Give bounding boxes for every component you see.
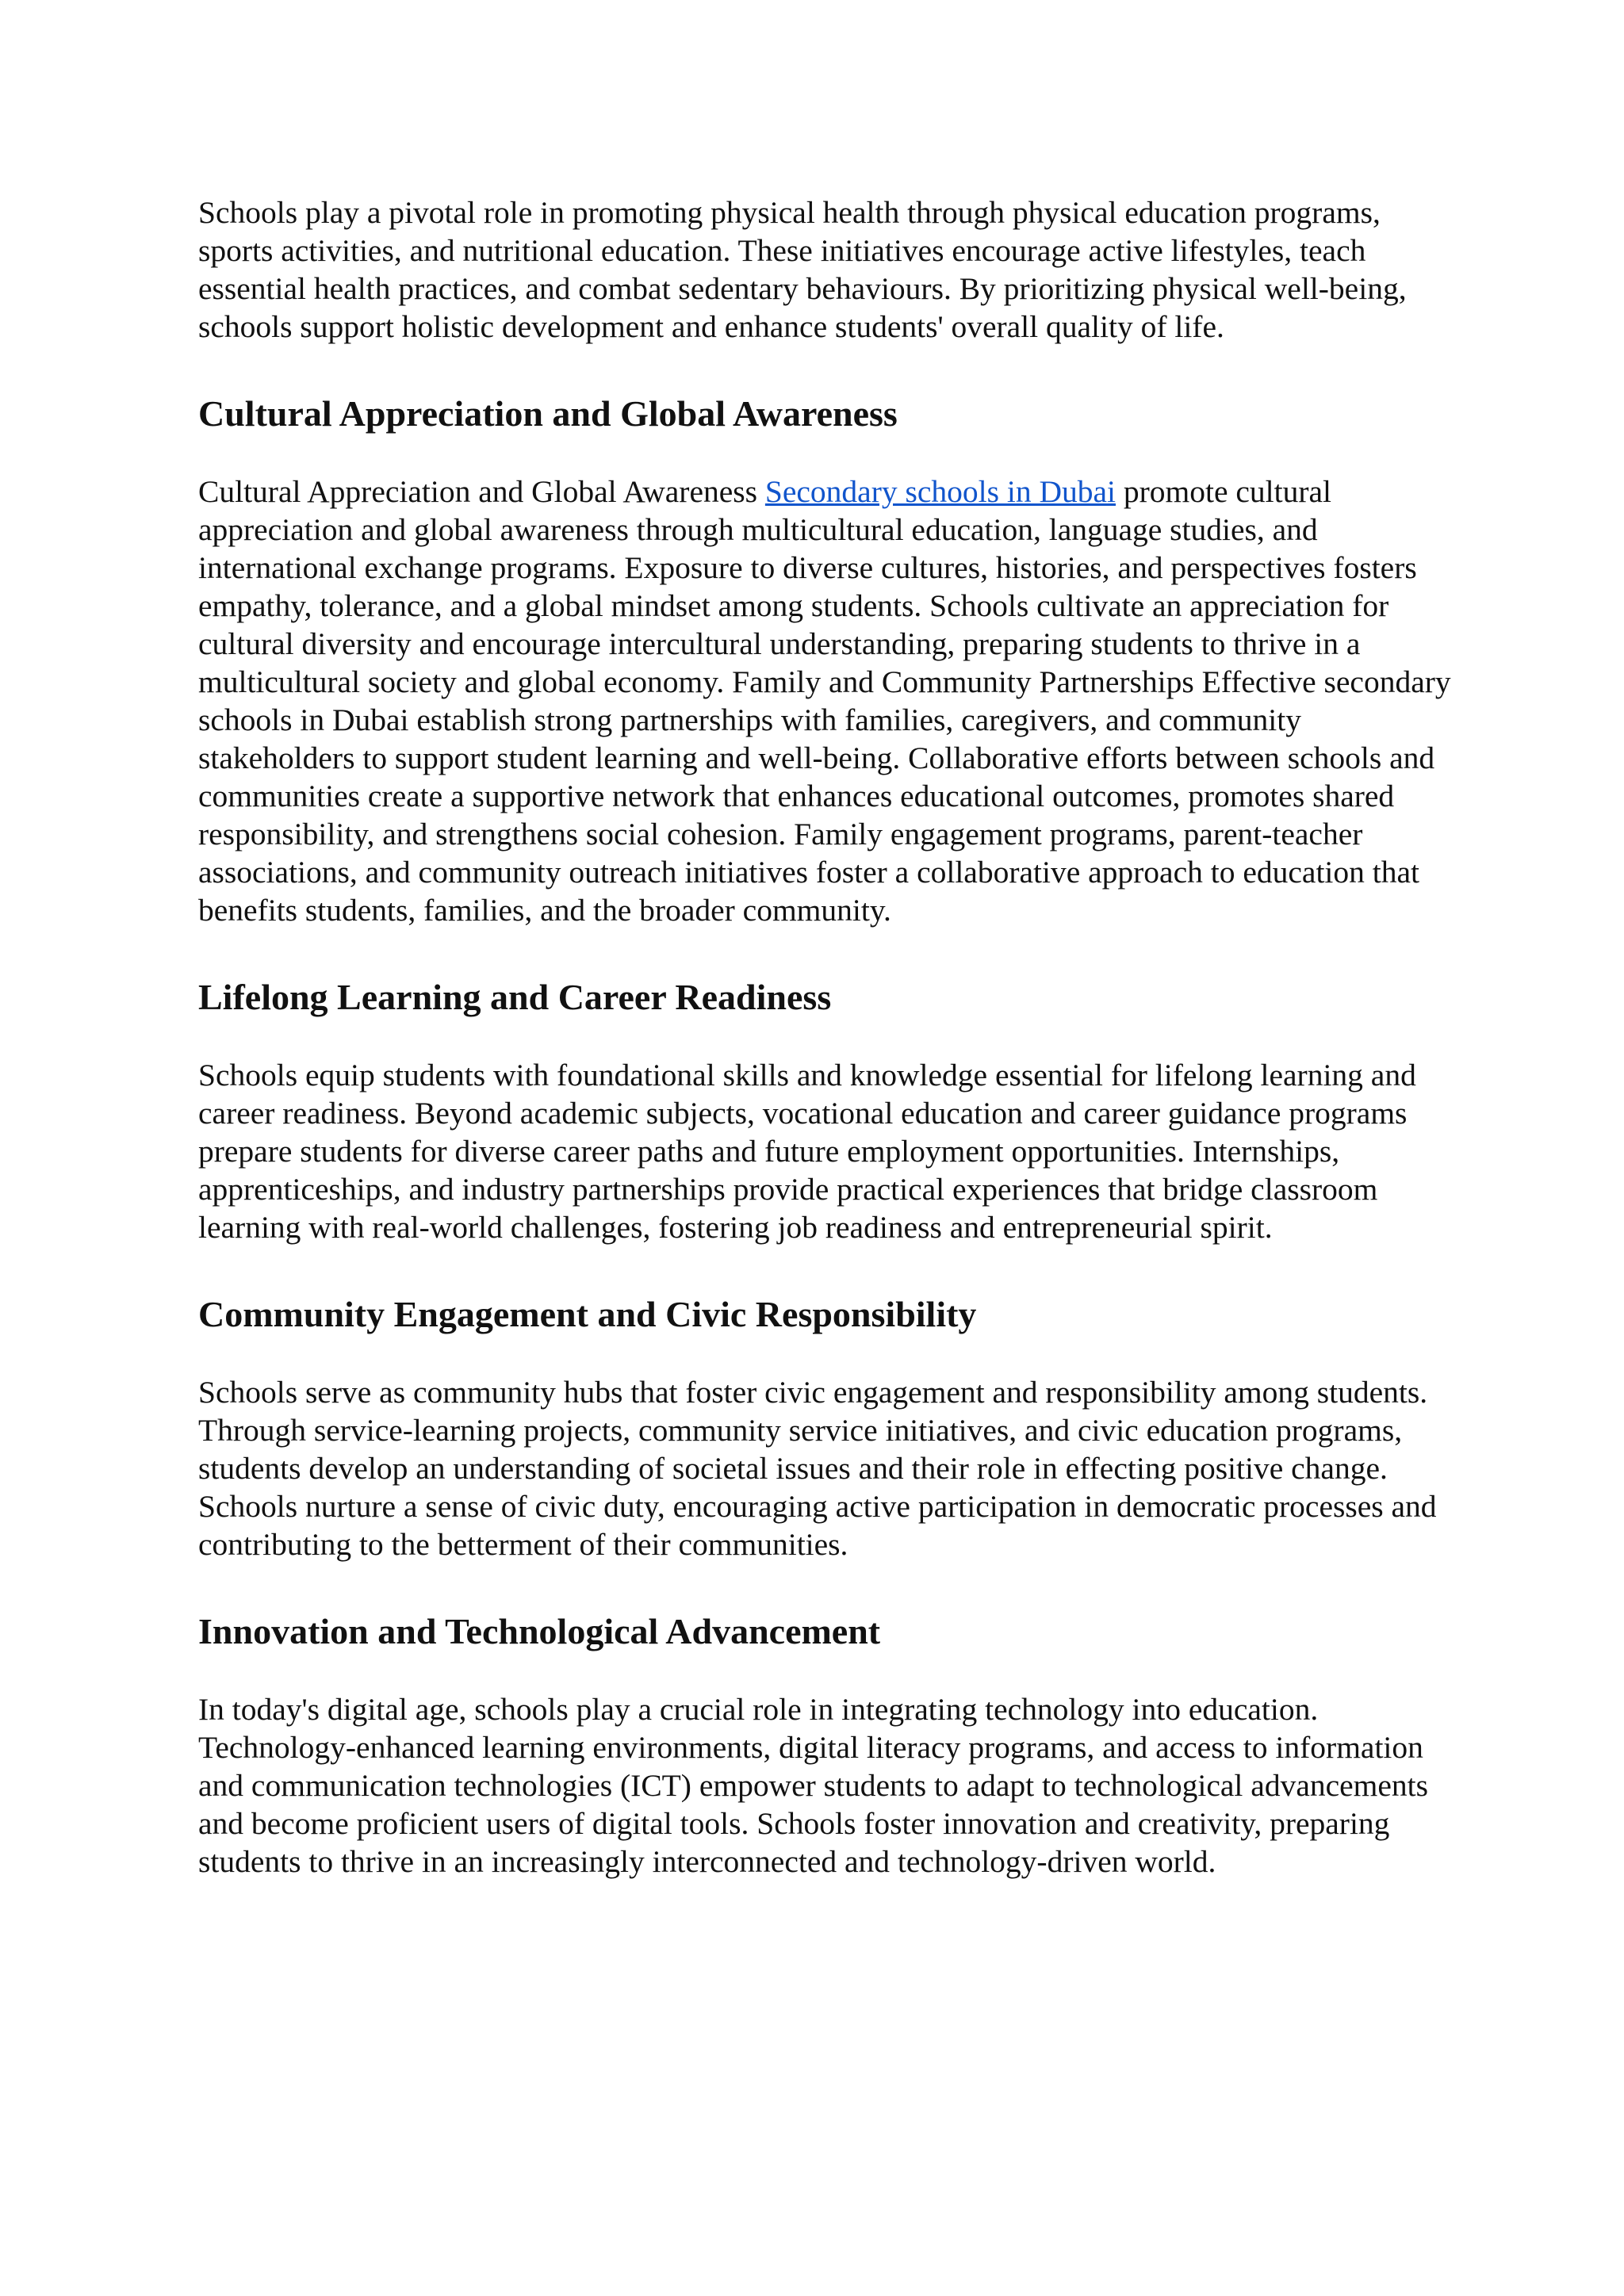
community-paragraph: Schools serve as community hubs that foster civic engagement and responsibility among students. Through service-learning projects, community service initiatives, and civic education programs, students develop an understanding of societal issues and their role in effecting positive change. Schools nurture a sense of civic duty, encouraging active participation in democratic processes and contributing to the betterment of their communities. [198, 1375, 1437, 1562]
cultural-text-start: Cultural Appreciation and Global Awareness [198, 474, 765, 509]
heading-community-engagement: Community Engagement and Civic Responsibility [198, 1294, 977, 1334]
heading-lifelong-learning: Lifelong Learning and Career Readiness [198, 977, 832, 1017]
intro-paragraph: Schools play a pivotal role in promoting physical health through physical education programs, sports activities, and nutritional education. These initiatives encourage active lifestyles, teach essential health practices, and combat sedentary behaviours. By prioritizing physical well-being, schools support holistic development and enhance students' overall quality of life. [198, 195, 1407, 344]
heading-cultural-appreciation: Cultural Appreciation and Global Awareness [198, 393, 898, 434]
cultural-text-rest: promote cultural appreciation and global awareness through multicultural education, language studies, and international exchange programs. Exposure to diverse cultures, histories, and perspectives fosters empathy, tolerance, and a global mindset among students. Schools cultivate an appreciation for cultural diversity and encourage intercultural understanding, preparing students to thrive in a multicultural society and global economy. Family and Community Partnerships Effective secondary schools in Dubai establish strong partnerships with families, caregivers, and community stakeholders to support student learning and well-being. Collaborative efforts between schools and communities create a supportive network that enhances educational outcomes, promotes shared responsibility, and strengthens social cohesion. Family engagement programs, parent-teacher associations, and community outreach initiatives foster a collaborative approach to education that benefits students, families, and the broader community. [198, 474, 1451, 928]
innovation-paragraph: In today's digital age, schools play a crucial role in integrating technology into education. Technology-enhanced learning environments, digital literacy programs, and access to information and communication technologies (ICT) empower students to adapt to technological advancements and become proficient users of digital tools. Schools foster innovation and creativity, preparing students to thrive in an increasingly interconnected and technology-driven world. [198, 1692, 1429, 1879]
lifelong-paragraph: Schools equip students with foundational skills and knowledge essential for lifelong learning and career readiness. Beyond academic subjects, vocational education and career guidance programs prepare students for diverse career paths and future employment opportunities. Internships, apprenticeships, and industry partnerships provide practical experiences that bridge classroom learning with real-world challenges, fostering job readiness and entrepreneurial spirit. [198, 1058, 1416, 1245]
secondary-schools-dubai-link[interactable]: Secondary schools in Dubai [764, 474, 1116, 509]
document-page [198, 193, 1451, 1927]
cultural-paragraph [198, 473, 1451, 929]
heading-innovation: Innovation and Technological Advancement [198, 1611, 881, 1651]
